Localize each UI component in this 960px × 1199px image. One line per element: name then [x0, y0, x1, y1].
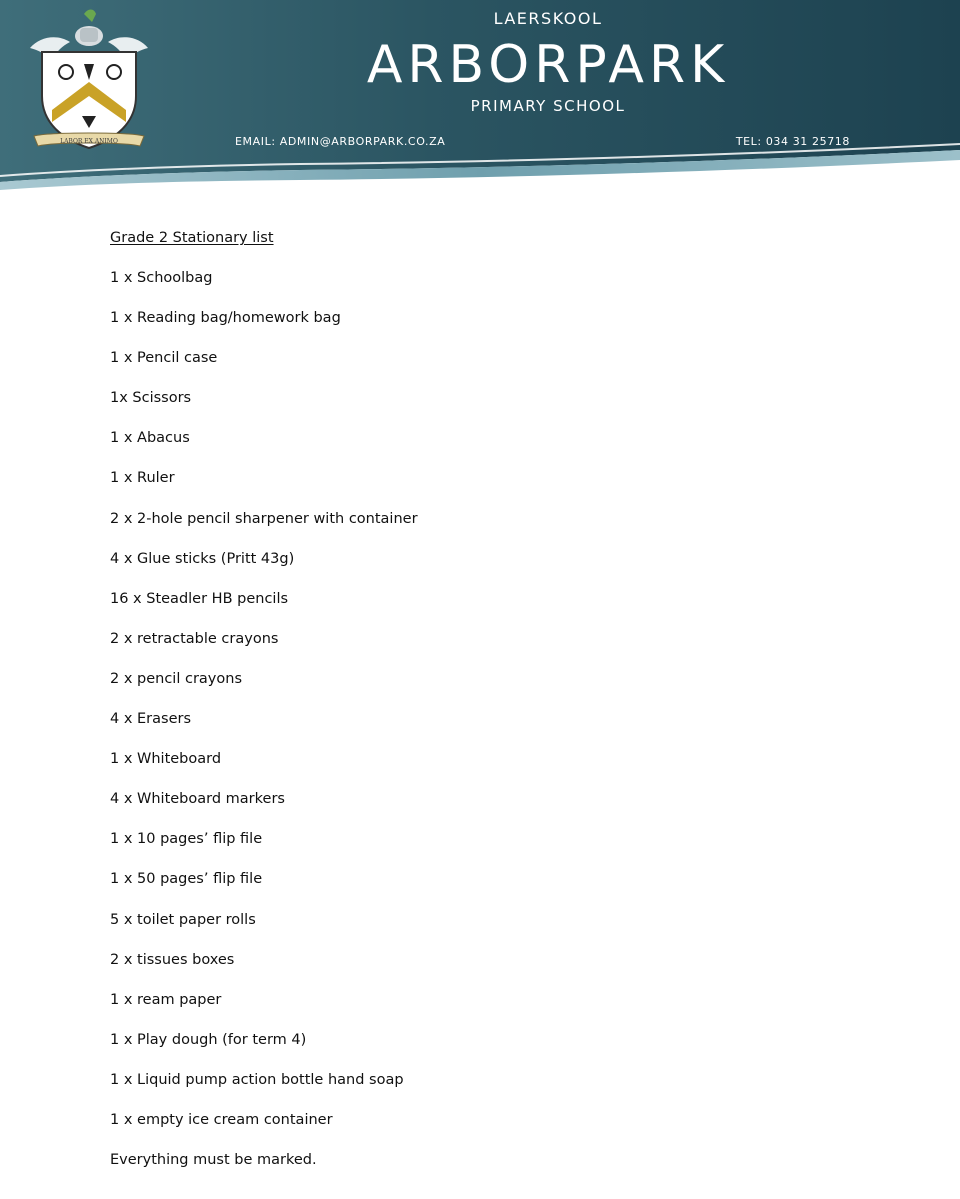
list-item: 1 x Ruler — [110, 470, 175, 487]
svg-text:LABOR EX ANIMO: LABOR EX ANIMO — [60, 138, 118, 145]
list-item: 1 x Pencil case — [110, 350, 218, 367]
list-item: 2 x pencil crayons — [110, 670, 242, 687]
list-item: 1 x Whiteboard — [110, 751, 222, 768]
list-item: 1 x Liquid pump action bottle hand soap — [110, 1071, 404, 1088]
letterhead-banner — [0, 0, 960, 192]
list-item: 1 x ream paper — [110, 991, 222, 1008]
list-item: 16 x Steadler HB pencils — [110, 590, 289, 607]
list-title: Grade 2 Stationary list — [110, 230, 274, 246]
list-item: 1 x Reading bag/homework bag — [110, 310, 341, 327]
list-item: 2 x retractable crayons — [110, 630, 279, 647]
school-name-heading: ARBORPARK — [366, 35, 730, 95]
footer-note: Everything must be marked. — [110, 1152, 317, 1169]
list-item: 1 x Play dough (for term 4) — [110, 1031, 307, 1048]
list-item: 1 x empty ice cream container — [110, 1111, 333, 1128]
list-item: 4 x Erasers — [110, 711, 192, 728]
list-item: 1 x 50 pages’ flip file — [110, 871, 263, 888]
list-item: 2 x 2-hole pencil sharpener with container — [110, 510, 418, 527]
list-item: 4 x Whiteboard markers — [110, 791, 285, 808]
list-item: 4 x Glue sticks (Pritt 43g) — [110, 550, 295, 567]
stationery-list-section — [110, 226, 870, 1172]
list-item: 2 x tissues boxes — [110, 951, 235, 968]
list-item: 1 x Schoolbag — [110, 270, 213, 286]
laerskool-label: LAERSKOOL — [493, 9, 603, 28]
list-item: 1x Scissors — [110, 390, 192, 407]
primary-school-label: PRIMARY SCHOOL — [470, 97, 626, 115]
tel-label: TEL: 034 31 25718 — [735, 135, 850, 148]
list-item: 5 x toilet paper rolls — [110, 911, 256, 928]
list-item: 1 x 10 pages’ flip file — [110, 831, 263, 848]
list-item: 1 x Abacus — [110, 430, 190, 447]
email-label: EMAIL: ADMIN@ARBORPARK.CO.ZA — [235, 135, 446, 148]
stationery-list — [110, 266, 870, 1132]
